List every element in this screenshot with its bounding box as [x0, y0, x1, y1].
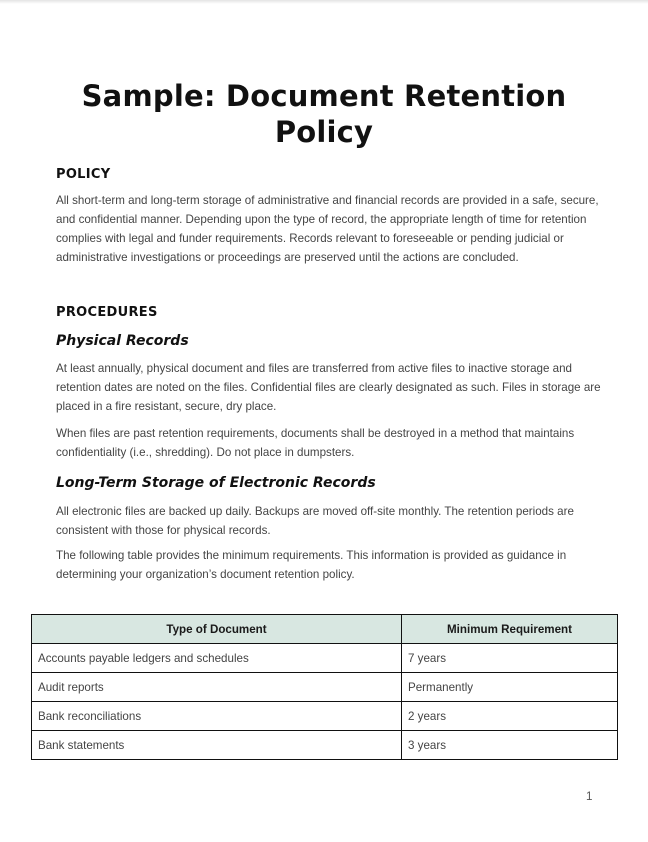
physical-records-paragraph-2: When files are past retention requirements, documents shall be destroyed in a method that maintains confidentiality (i.e., shredding). Do not place in dumpsters.: [56, 427, 575, 459]
document-title: Sample: Document Retention Policy: [81, 79, 567, 149]
column-header-type: Type of Document: [32, 615, 402, 644]
section-heading-procedures: PROCEDURES: [56, 305, 158, 320]
electronic-records-paragraph-1: All electronic files are backed up daily. Backups are moved off-site monthly. The retention periods are consistent with those for physical records.: [56, 505, 574, 537]
table-row: [32, 731, 618, 760]
retention-table: [31, 614, 618, 760]
physical-records-paragraph-1: At least annually, physical document and files are transferred from active files to inactive storage and retention dates are noted on the files. Confidential files are clearly designated as such. Files in storage are placed in a fire resistant, secure, dry place.: [56, 362, 601, 413]
electronic-records-paragraph-2: The following table provides the minimum requirements. This information is provided as guidance in determining your organization’s document retention policy.: [56, 549, 567, 581]
section-heading-policy: POLICY: [56, 167, 111, 182]
cell-minimum-requirement: 7 years: [402, 644, 618, 673]
page-top-edge: [0, 0, 648, 4]
table-row: [32, 702, 618, 731]
subheading-electronic-records: Long-Term Storage of Electronic Records: [56, 475, 376, 491]
cell-document-type: Audit reports: [32, 673, 402, 702]
subheading-physical-records: Physical Records: [56, 333, 189, 349]
table-row: [32, 644, 618, 673]
cell-document-type: Bank statements: [32, 731, 402, 760]
table-header-row: [32, 615, 618, 644]
policy-paragraph: All short-term and long-term storage of administrative and financial records are provided in a safe, secure, and confidential manner. Depending upon the type of record, the appropriate length of time for retention complies with legal and funder requirements. Records relevant to foreseeable or pending judicial or administrative investigations or proceedings are preserved until the actions are concluded.: [56, 194, 599, 264]
column-header-requirement: Minimum Requirement: [402, 615, 618, 644]
cell-minimum-requirement: Permanently: [402, 673, 618, 702]
table-row: [32, 673, 618, 702]
page-number: 1: [586, 790, 593, 803]
cell-minimum-requirement: 2 years: [402, 702, 618, 731]
cell-minimum-requirement: 3 years: [402, 731, 618, 760]
cell-document-type: Accounts payable ledgers and schedules: [32, 644, 402, 673]
cell-document-type: Bank reconciliations: [32, 702, 402, 731]
